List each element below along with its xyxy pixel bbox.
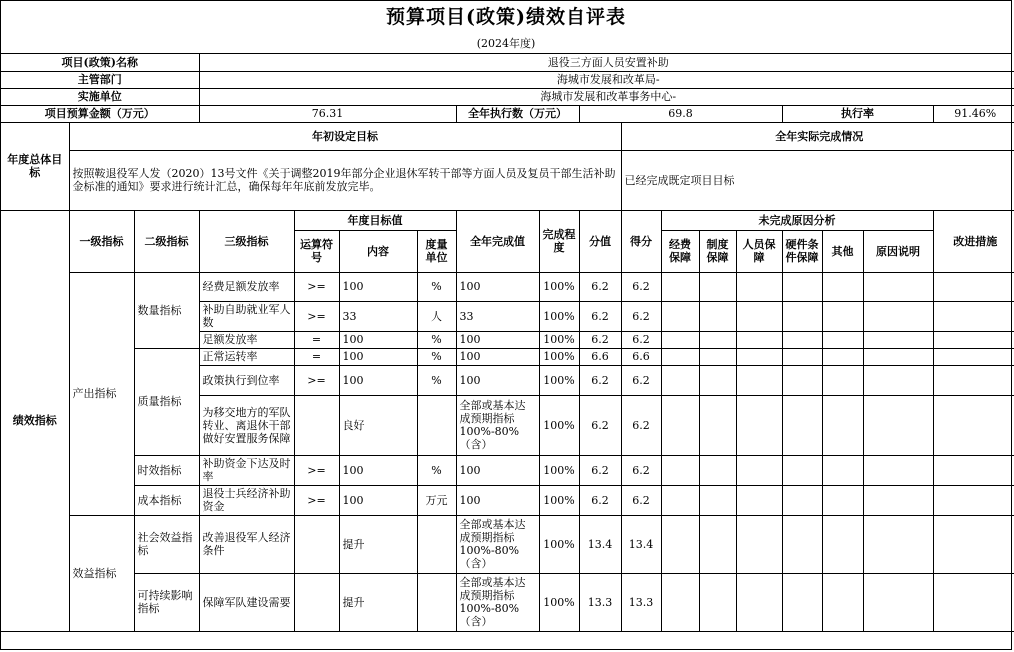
indicator-unit [417, 573, 456, 631]
reason-staff-header: 人员保障 [736, 230, 782, 272]
indicator-op [294, 395, 339, 455]
indicator-degree: 100% [539, 301, 579, 331]
indicator-degree: 100% [539, 331, 579, 348]
indicator-actual: 100 [456, 365, 539, 395]
indicator-name: 正常运转率 [199, 348, 294, 365]
actual-goal-text: 已经完成既定项目目标 [621, 150, 1014, 210]
reason-system-header: 制度保障 [699, 230, 736, 272]
indicator-op: = [294, 348, 339, 365]
exec-value: 69.8 [579, 105, 782, 122]
reason-explain-header: 原因说明 [863, 230, 933, 272]
indicator-score: 6.2 [579, 301, 621, 331]
indicator-degree: 100% [539, 573, 579, 631]
project-name-label: 项目(政策)名称 [1, 54, 199, 71]
indicator-actual: 33 [456, 301, 539, 331]
indicator-score: 6.2 [579, 485, 621, 515]
quantity-indicator-label: 数量指标 [134, 272, 199, 348]
quality-indicator-label: 质量指标 [134, 348, 199, 455]
score-header: 分值 [579, 210, 621, 272]
indicator-op: >= [294, 365, 339, 395]
unit-header: 度量单位 [417, 230, 456, 272]
indicator-unit: % [417, 272, 456, 301]
table-row [1, 485, 1014, 515]
indicator-op: >= [294, 301, 339, 331]
indicator-actual: 100 [456, 455, 539, 485]
indicator-unit: % [417, 365, 456, 395]
op-header: 运算符号 [294, 230, 339, 272]
project-name-value: 退役三方面人员安置补助 [199, 54, 1014, 71]
rate-value: 91.46% [933, 105, 1014, 122]
indicator-name: 为移交地方的军队转业、离退休干部做好安置服务保障 [199, 395, 294, 455]
indicator-unit: 万元 [417, 485, 456, 515]
indicator-actual: 100 [456, 331, 539, 348]
annual-goal-label: 年度总体目标 [1, 122, 69, 210]
indicator-got: 6.2 [621, 301, 661, 331]
indicator-unit [417, 395, 456, 455]
indicator-name: 政策执行到位率 [199, 365, 294, 395]
output-indicator-label: 产出指标 [69, 272, 134, 515]
info-row-name [1, 54, 1014, 71]
info-row-budget [1, 105, 1014, 122]
goal-text-row [1, 150, 1014, 210]
indicator-unit: % [417, 348, 456, 365]
content-header: 内容 [339, 230, 417, 272]
indicator-degree: 100% [539, 395, 579, 455]
level2-header: 二级指标 [134, 210, 199, 272]
indicator-op [294, 515, 339, 573]
actual-header: 全年完成值 [456, 210, 539, 272]
table-row [1, 348, 1014, 365]
improve-header: 改进措施 [933, 210, 1014, 272]
indicator-got: 13.3 [621, 573, 661, 631]
table-row [1, 515, 1014, 573]
actual-goal-header: 全年实际完成情况 [621, 122, 1014, 150]
indicator-unit: 人 [417, 301, 456, 331]
indicator-name: 改善退役军人经济条件 [199, 515, 294, 573]
indicator-unit: % [417, 455, 456, 485]
reason-funding-header: 经费保障 [661, 230, 699, 272]
info-row-impl [1, 88, 1014, 105]
indicator-content: 100 [339, 272, 417, 301]
impl-label: 实施单位 [1, 88, 199, 105]
indicator-score: 6.2 [579, 455, 621, 485]
indicator-name: 足额发放率 [199, 331, 294, 348]
exec-label: 全年执行数（万元） [456, 105, 579, 122]
indicator-score: 6.2 [579, 395, 621, 455]
indicator-name: 补助自助就业军人数 [199, 301, 294, 331]
indicator-content: 100 [339, 365, 417, 395]
indicator-header-row-1 [1, 210, 1014, 230]
indicator-got: 6.2 [621, 365, 661, 395]
indicator-op: >= [294, 485, 339, 515]
indicator-actual: 全部或基本达成预期指标100%-80%（含） [456, 395, 539, 455]
indicator-content: 提升 [339, 515, 417, 573]
indicator-score: 6.2 [579, 331, 621, 348]
table-row [1, 455, 1014, 485]
reason-hardware-header: 硬件条件保障 [782, 230, 822, 272]
indicator-name: 保障军队建设需要 [199, 573, 294, 631]
reason-other-header: 其他 [822, 230, 863, 272]
indicator-got: 6.2 [621, 395, 661, 455]
indicator-score: 6.2 [579, 272, 621, 301]
indicator-actual: 100 [456, 272, 539, 301]
indicator-actual: 100 [456, 348, 539, 365]
indicator-actual: 全部或基本达成预期指标100%-80%（含） [456, 573, 539, 631]
degree-header: 完成程度 [539, 210, 579, 272]
indicator-content: 100 [339, 455, 417, 485]
indicator-got: 6.2 [621, 485, 661, 515]
indicator-degree: 100% [539, 485, 579, 515]
budget-value: 76.31 [199, 105, 456, 122]
reason-group-header: 未完成原因分析 [661, 210, 933, 230]
indicator-name: 经费足额发放率 [199, 272, 294, 301]
document-year: (2024年度) [1, 34, 1011, 54]
goal-header-row [1, 122, 1014, 150]
impl-value: 海城市发展和改革事务中心- [199, 88, 1014, 105]
indicator-degree: 100% [539, 272, 579, 301]
table-row [1, 573, 1014, 631]
indicator-op: >= [294, 455, 339, 485]
indicator-degree: 100% [539, 348, 579, 365]
indicator-content: 33 [339, 301, 417, 331]
indicator-content: 良好 [339, 395, 417, 455]
benefit-indicator-label: 效益指标 [69, 515, 134, 631]
indicator-got: 6.6 [621, 348, 661, 365]
indicator-degree: 100% [539, 365, 579, 395]
indicator-actual: 全部或基本达成预期指标100%-80%（含） [456, 515, 539, 573]
indicator-score: 13.3 [579, 573, 621, 631]
social-indicator-label: 社会效益指标 [134, 515, 199, 573]
indicator-name: 退役士兵经济补助资金 [199, 485, 294, 515]
indicator-op: >= [294, 272, 339, 301]
indicator-content: 100 [339, 331, 417, 348]
dept-label: 主管部门 [1, 71, 199, 88]
indicator-got: 6.2 [621, 455, 661, 485]
indicator-actual: 100 [456, 485, 539, 515]
rate-label: 执行率 [782, 105, 933, 122]
target-group-header: 年度目标值 [294, 210, 456, 230]
indicator-op [294, 573, 339, 631]
indicator-score: 13.4 [579, 515, 621, 573]
cost-indicator-label: 成本指标 [134, 485, 199, 515]
document-title: 预算项目(政策)绩效自评表 [386, 6, 626, 28]
indicator-score: 6.6 [579, 348, 621, 365]
indicator-unit [417, 515, 456, 573]
indicator-got: 6.2 [621, 272, 661, 301]
indicator-unit: % [417, 331, 456, 348]
evaluation-table [1, 54, 1014, 632]
indicator-name: 补助资金下达及时率 [199, 455, 294, 485]
indicator-got: 13.4 [621, 515, 661, 573]
indicator-got: 6.2 [621, 331, 661, 348]
level3-header: 三级指标 [199, 210, 294, 272]
indicator-degree: 100% [539, 455, 579, 485]
indicator-content: 100 [339, 348, 417, 365]
dept-value: 海城市发展和改革局- [199, 71, 1014, 88]
initial-goal-header: 年初设定目标 [69, 122, 621, 150]
sustain-indicator-label: 可持续影响指标 [134, 573, 199, 631]
indicator-op: = [294, 331, 339, 348]
info-row-dept [1, 71, 1014, 88]
indicator-content: 提升 [339, 573, 417, 631]
timeliness-indicator-label: 时效指标 [134, 455, 199, 485]
indicator-content: 100 [339, 485, 417, 515]
indicator-score: 6.2 [579, 365, 621, 395]
budget-label: 项目预算金额（万元） [1, 105, 199, 122]
performance-indicator-label: 绩效指标 [1, 210, 69, 631]
table-row [1, 272, 1014, 301]
level1-header: 一级指标 [69, 210, 134, 272]
got-header: 得分 [621, 210, 661, 272]
indicator-degree: 100% [539, 515, 579, 573]
initial-goal-text: 按照鞍退役军人发（2020）13号文件《关于调整2019年部分企业退休军转干部等方面人员及复员干部生活补助金标准的通知》要求进行统计汇总，确保每年年底前发放完毕。 [69, 150, 621, 210]
